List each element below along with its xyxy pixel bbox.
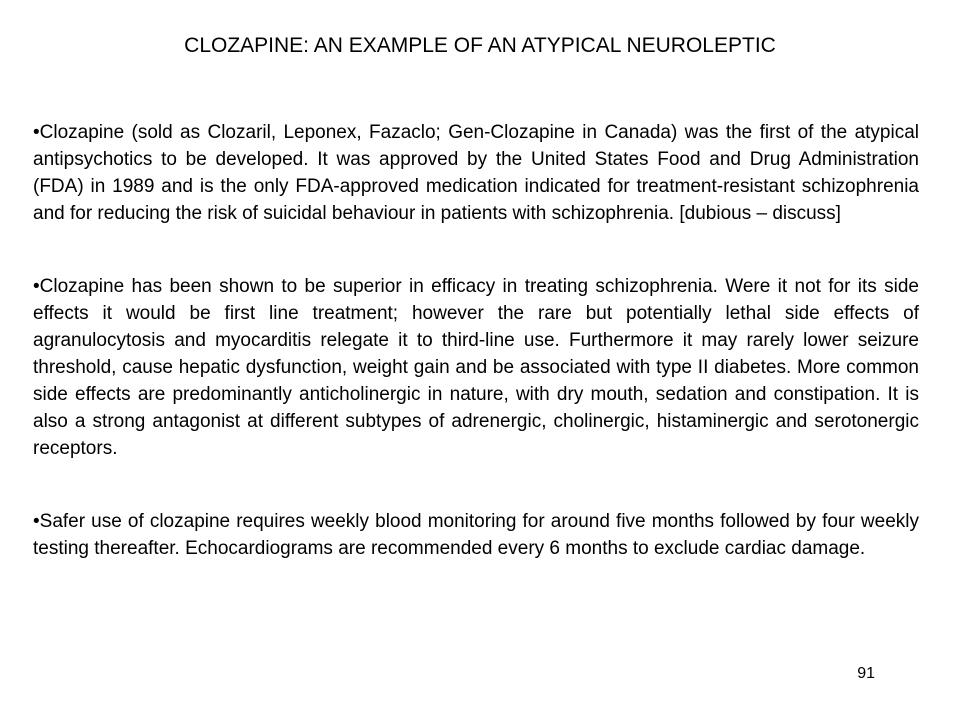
slide-title: CLOZAPINE: AN EXAMPLE OF AN ATYPICAL NEUROLEPTIC: [184, 34, 776, 57]
paragraph-text: Clozapine has been shown to be superior in efficacy in treating schizophrenia. Were it not for its side effects it would be first line treatment; however the rare but potentially lethal side effects of agranulocytosis and myocarditis relegate it to third-line use. Furthermore it may rarely lower seizure threshold, cause hepatic dysfunction, weight gain and be associated with type II diabetes. More common side effects are predominantly anticholinergic in nature, with dry mouth, sedation and constipation. It is also a strong antagonist at different subtypes of adrenergic, cholinergic, histaminergic and serotonergic receptors.: [33, 276, 919, 459]
paragraph-3: [33, 508, 919, 562]
bullet-icon: •: [33, 122, 40, 143]
slide-body: [33, 119, 919, 562]
page-number: 91: [857, 665, 875, 682]
paragraph-text: Clozapine (sold as Clozaril, Leponex, Fazaclo; Gen-Clozapine in Canada) was the first of the atypical antipsychotics to be developed. It was approved by the United States Food and Drug Administration (FDA) in 1989 and is the only FDA-approved medication indicated for treatment-resistant schizophrenia and for reducing the risk of suicidal behaviour in patients with schizophrenia. [dubious – discuss]: [33, 122, 919, 224]
paragraph-2: [33, 273, 919, 462]
paragraph-text: Safer use of clozapine requires weekly blood monitoring for around five months followed by four weekly testing thereafter. Echocardiograms are recommended every 6 months to exclude cardiac damage.: [33, 511, 919, 559]
bullet-icon: •: [33, 276, 40, 297]
paragraph-1: [33, 119, 919, 227]
bullet-icon: •: [33, 511, 40, 532]
